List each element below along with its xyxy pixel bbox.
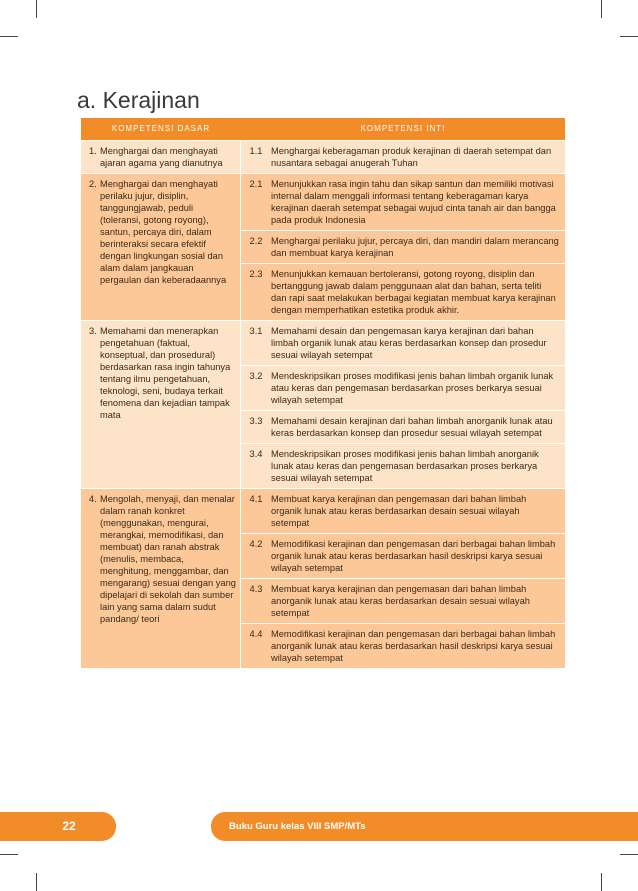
ki-item xyxy=(241,624,565,668)
ki-text: Menghargai perilaku jujur, percaya diri, dan mandiri dalam merancang dan membuat karya kerajinan xyxy=(271,236,559,258)
header-kompetensi-inti: KOMPETENSI INTI xyxy=(360,124,446,133)
kd-number: 1. xyxy=(89,146,97,156)
ki-item xyxy=(241,141,565,173)
table-row-group xyxy=(81,488,565,668)
table-row-group xyxy=(81,320,565,488)
kd-cell xyxy=(81,174,241,320)
ki-cell xyxy=(241,141,565,173)
ki-text: Memahami desain kerajinan dari bahan limbah anorganik lunak atau keras berdasarkan konsep dan prosedur sesuai wilayah setempat xyxy=(271,416,553,438)
ki-number: 1.1 xyxy=(249,146,263,156)
ki-text: Memahami desain dan pengemasan karya kerajinan dari bahan limbah organik lunak atau keras berdasarkan konsep dan prosedur sesuai wilayah setempat xyxy=(271,326,547,360)
ki-number: 2.2 xyxy=(249,236,263,246)
ki-number: 4.4 xyxy=(249,629,263,639)
kd-number: 3. xyxy=(89,326,97,336)
table-header xyxy=(81,118,565,140)
kd-number: 2. xyxy=(89,179,97,189)
ki-item xyxy=(241,444,565,488)
ki-text: Mendeskripsikan proses modifikasi jenis bahan limbah anorganik lunak atau keras dan pengemasan berdasarkan proses berkarya sesuai wilayah setempat xyxy=(271,449,539,483)
ki-number: 3.2 xyxy=(249,371,263,381)
ki-number: 3.3 xyxy=(249,416,263,426)
page-number: 22 xyxy=(62,819,76,833)
ki-text: Menghargai keberagaman produk kerajinan di daerah setempat dan nusantara sebagai anugerah Tuhan xyxy=(271,146,552,168)
ki-item xyxy=(241,174,565,231)
ki-item xyxy=(241,264,565,320)
ki-item xyxy=(241,231,565,264)
kd-text: Menghargai dan menghayati ajaran agama yang dianutnya xyxy=(100,146,223,168)
ki-text: Membuat karya kerajinan dan pengemasan dari bahan limbah organik lunak atau keras berdasarkan desain sesuai wilayah setempat xyxy=(271,494,527,528)
ki-item xyxy=(241,411,565,444)
ki-text: Menunjukkan rasa ingin tahu dan sikap santun dan memiliki motivasi internal dalam menggali informasi tentang keberagaman karya kerajinan daerah setempat sebagai wujud cinta tanah air dan bangga pada produk Indonesia xyxy=(271,179,556,225)
ki-number: 4.1 xyxy=(249,494,263,504)
ki-number: 2.1 xyxy=(249,179,263,189)
competency-table xyxy=(81,118,565,668)
kd-text: Menghargai dan menghayati perilaku jujur, disiplin, tanggungjawab, peduli (toleransi, gotong royong), santun, percaya diri, dalam berinteraksi secara efektif dengan lingkungan sosial dan alam dalam jangkauan pergaulan dan keberadaannya xyxy=(100,179,227,285)
crop-mark xyxy=(36,0,37,18)
crop-mark xyxy=(601,873,602,891)
ki-number: 4.2 xyxy=(249,539,263,549)
kd-text: Mengolah, menyaji, dan menalar dalam ranah konkret (menggunakan, mengurai, merangkai, memodifikasi, dan membuat) dan ranah abstrak (menulis, membaca, menghitung, menggambar, dan mengarang) sesuai dengan yang dipelajari di sekolah dan sumber lain yang sama dalam sudut pandang/ teori xyxy=(100,494,236,624)
ki-number: 2.3 xyxy=(249,269,263,279)
crop-mark xyxy=(620,36,638,37)
ki-number: 4.3 xyxy=(249,584,263,594)
table-row-group xyxy=(81,173,565,320)
ki-text: Membuat karya kerajinan dan pengemasan dari bahan limbah anorganik lunak atau keras berdasarkan desain sesuai wilayah setempat xyxy=(271,584,530,618)
kd-text: Memahami dan menerapkan pengetahuan (faktual, konseptual, dan prosedural) berdasarkan rasa ingin tahunya tentang ilmu pengetahuan, teknologi, seni, budaya terkait fenomena dan kejadian tampak mata xyxy=(100,326,231,420)
ki-number: 3.4 xyxy=(249,449,263,459)
ki-text: Memodifikasi kerajinan dan pengemasan dari berbagai bahan limbah anorganik lunak atau keras berdasarkan hasil deskripsi karya sesuai wilayah setempat xyxy=(271,629,556,663)
ki-cell xyxy=(241,174,565,320)
ki-cell xyxy=(241,321,565,488)
crop-mark xyxy=(601,0,602,18)
footer-title-bar xyxy=(211,812,638,841)
crop-mark xyxy=(620,854,638,855)
header-kompetensi-dasar: KOMPETENSI DASAR xyxy=(111,124,211,133)
ki-text: Memodifikasi kerajinan dan pengemasan dari berbagai bahan limbah organik lunak atau keras berdasarkan hasil deskripsi karya sesuai wilayah setempat xyxy=(271,539,556,573)
ki-item xyxy=(241,489,565,534)
kd-cell xyxy=(81,321,241,488)
ki-text: Mendeskripsikan proses modifikasi jenis bahan limbah organik lunak atau keras dan pengemasan berdasarkan proses berkarya sesuai wilayah setempat xyxy=(271,371,554,405)
section-title: a. Kerajinan xyxy=(77,87,200,113)
ki-item xyxy=(241,534,565,579)
ki-item xyxy=(241,321,565,366)
crop-mark xyxy=(0,36,18,37)
ki-item xyxy=(241,366,565,411)
crop-mark xyxy=(36,873,37,891)
book-title: Buku Guru kelas VIII SMP/MTs xyxy=(229,821,366,832)
crop-mark xyxy=(0,854,18,855)
table-row-group xyxy=(81,140,565,173)
ki-item xyxy=(241,579,565,624)
kd-cell xyxy=(81,141,241,173)
ki-text: Menunjukkan kemauan bertoleransi, gotong royong, disiplin dan bertanggung jawab dalam penggunaan alat dan bahan, serta teliti dan rapi saat melakukan berbagai kegiatan membuat karya kerajinan dengan memperhatikan estetika produk akhir. xyxy=(271,269,556,315)
kd-number: 4. xyxy=(89,494,97,504)
page-number-tab xyxy=(0,812,116,841)
kd-cell xyxy=(81,489,241,668)
ki-cell xyxy=(241,489,565,668)
ki-number: 3.1 xyxy=(249,326,263,336)
